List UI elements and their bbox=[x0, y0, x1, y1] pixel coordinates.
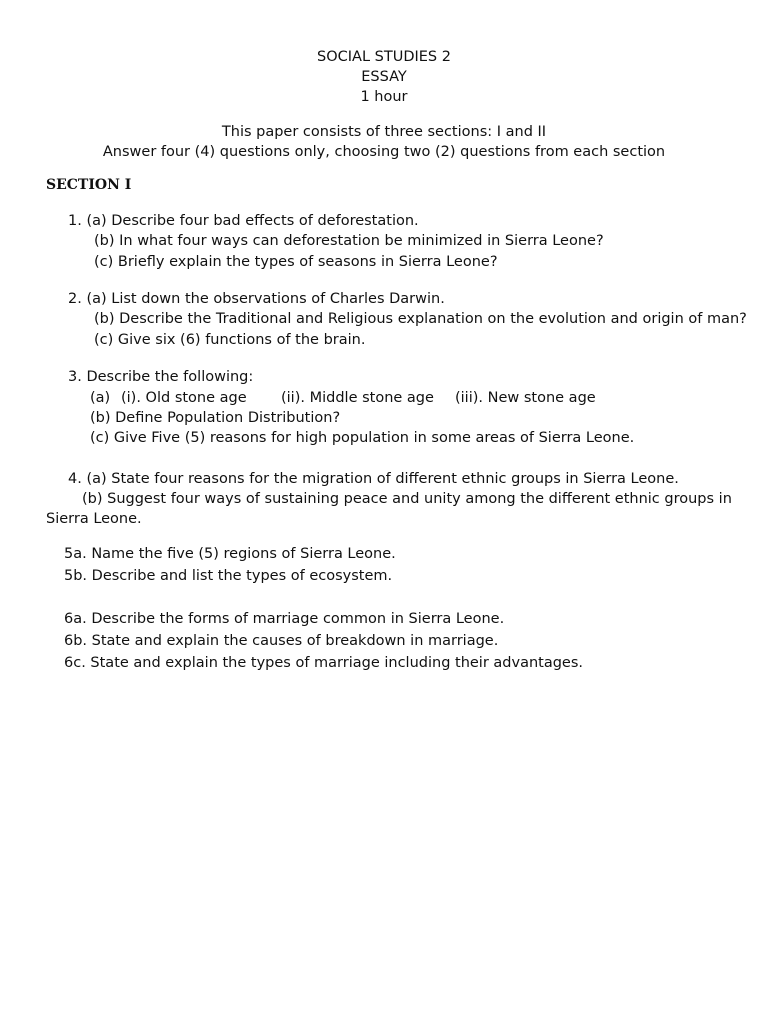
exam-subject-title: SOCIAL STUDIES 2 bbox=[317, 49, 451, 65]
instruction-sections: This paper consists of three sections: I and II bbox=[221, 124, 547, 140]
exam-paper-type: ESSAY bbox=[361, 69, 407, 85]
question-3a-iii: (iii). New stone age bbox=[455, 390, 596, 406]
question-4a: 4. (a) State four reasons for the migration of different ethnic groups in Sierra Leone. bbox=[68, 471, 679, 487]
question-3c: (c) Give Five (5) reasons for high population in some areas of Sierra Leone. bbox=[90, 430, 635, 446]
question-3a-ii: (ii). Middle stone age bbox=[281, 390, 434, 406]
question-3a-row bbox=[90, 388, 610, 408]
question-2a: 2. (a) List down the observations of Charles Darwin. bbox=[68, 291, 445, 307]
instruction-answer-count: Answer four (4) questions only, choosing two (2) questions from each section bbox=[102, 144, 666, 160]
question-1c: (c) Briefly explain the types of seasons in Sierra Leone? bbox=[94, 254, 498, 270]
question-3a-label: (a) bbox=[90, 390, 111, 406]
question-3a-i: (i). Old stone age bbox=[121, 390, 247, 406]
section-heading: SECTION I bbox=[46, 177, 132, 193]
question-3b: (b) Define Population Distribution? bbox=[90, 410, 341, 426]
question-6b: 6b. State and explain the causes of breakdown in marriage. bbox=[64, 633, 499, 649]
question-5b: 5b. Describe and list the types of ecosystem. bbox=[64, 568, 393, 584]
question-3-intro: 3. Describe the following: bbox=[68, 369, 254, 385]
question-6a: 6a. Describe the forms of marriage common in Sierra Leone. bbox=[64, 611, 505, 627]
question-6c: 6c. State and explain the types of marriage including their advantages. bbox=[64, 655, 584, 671]
question-5a: 5a. Name the five (5) regions of Sierra Leone. bbox=[64, 546, 396, 562]
exam-duration: 1 hour bbox=[360, 89, 408, 105]
question-1b: (b) In what four ways can deforestation be minimized in Sierra Leone? bbox=[94, 233, 604, 249]
question-2c: (c) Give six (6) functions of the brain. bbox=[94, 332, 366, 348]
question-4b-line1: (b) Suggest four ways of sustaining peace and unity among the different ethnic groups in bbox=[82, 491, 732, 507]
question-2b: (b) Describe the Traditional and Religious explanation on the evolution and origin of man? bbox=[94, 311, 747, 327]
question-4b-line2: Sierra Leone. bbox=[46, 511, 142, 527]
question-1a: 1. (a) Describe four bad effects of deforestation. bbox=[68, 213, 419, 229]
